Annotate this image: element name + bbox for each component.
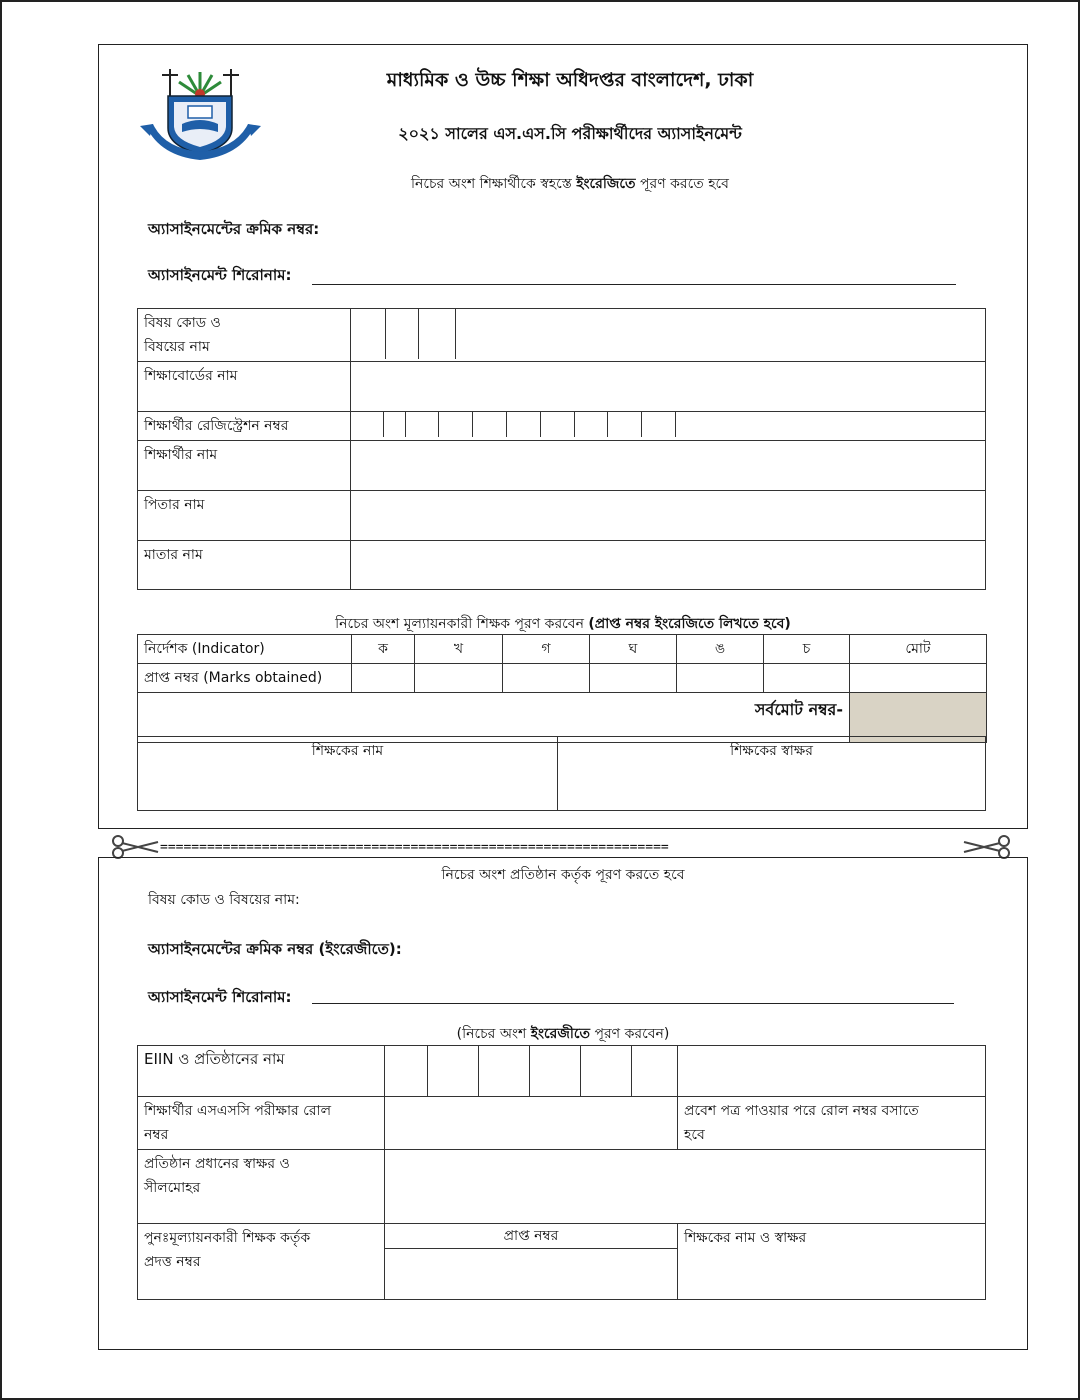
obtained-marks-label: প্রাপ্ত নম্বর bbox=[385, 1224, 677, 1249]
institution-name-input[interactable] bbox=[678, 1046, 986, 1097]
board-label: শিক্ষাবোর্ডের নাম bbox=[138, 362, 351, 412]
page-title: মাধ্যমিক ও উচ্চ শিক্ষা অধিদপ্তর বাংলাদেশ, ঢাকা bbox=[386, 69, 754, 91]
reg-box[interactable] bbox=[642, 412, 676, 437]
eiin-input[interactable] bbox=[385, 1046, 678, 1097]
eiin-box[interactable] bbox=[385, 1046, 428, 1096]
subject-code-input[interactable] bbox=[351, 309, 986, 362]
student-info-table bbox=[137, 308, 986, 590]
inst-title-label: অ্যাসাইনমেন্ট শিরোনাম: bbox=[148, 988, 292, 1006]
roll-note: প্রবেশ পত্র পাওয়ার পরে রোল নম্বর বসাতে হবে bbox=[678, 1097, 986, 1150]
marks-table bbox=[137, 634, 987, 743]
mother-name-input[interactable] bbox=[351, 541, 986, 590]
indicator-total: মোট bbox=[850, 635, 987, 664]
indicator-kha: খ bbox=[415, 635, 503, 664]
inst-serial-label: অ্যাসাইনমেন্টের ক্রমিক নম্বর (ইংরেজীতে): bbox=[148, 940, 402, 958]
page-subtitle: ২০২১ সালের এস.এস.সি পরীক্ষার্থীদের অ্যাসাইনমেন্ট bbox=[398, 124, 742, 143]
cut-dashed-line: ================================================================= bbox=[160, 840, 669, 855]
indicator-ga: গ bbox=[503, 635, 590, 664]
institution-table bbox=[137, 1045, 986, 1300]
dshe-emblem-icon bbox=[138, 66, 263, 161]
student-name-input[interactable] bbox=[351, 441, 986, 491]
assignment-title-label: অ্যাসাইনমেন্ট শিরোনাম: bbox=[148, 266, 292, 284]
reg-box[interactable] bbox=[406, 412, 439, 437]
reg-box[interactable] bbox=[351, 412, 384, 437]
marks-obtained-label: প্রাপ্ত নম্বর (Marks obtained) bbox=[138, 664, 352, 693]
reeval-marks-cell[interactable] bbox=[385, 1224, 678, 1300]
assignment-title-line[interactable] bbox=[312, 284, 956, 285]
english-instruction: (নিচের অংশ ইংরেজীতে পূরণ করবেন) bbox=[456, 1026, 670, 1042]
dshe-logo bbox=[138, 66, 263, 161]
reg-box[interactable] bbox=[608, 412, 642, 437]
head-sign-label: প্রতিষ্ঠান প্রধানের স্বাক্ষর ও সীলমোহর bbox=[138, 1150, 385, 1224]
teacher-name-label: শিক্ষকের নাম bbox=[138, 737, 558, 811]
eiin-box[interactable] bbox=[479, 1046, 530, 1096]
eiin-box[interactable] bbox=[581, 1046, 632, 1096]
reg-box[interactable] bbox=[473, 412, 507, 437]
eiin-box[interactable] bbox=[632, 1046, 677, 1096]
registration-input[interactable] bbox=[351, 412, 986, 441]
subject-name-box[interactable] bbox=[456, 309, 985, 359]
marks-cell[interactable] bbox=[850, 664, 987, 693]
father-name-label: পিতার নাম bbox=[138, 491, 351, 541]
reg-box[interactable] bbox=[384, 412, 406, 437]
reg-box[interactable] bbox=[541, 412, 575, 437]
indicator-label: নির্দেশক (Indicator) bbox=[138, 635, 352, 664]
institution-instruction: নিচের অংশ প্রতিষ্ঠান কর্তৃক পূরণ করতে হবে bbox=[441, 867, 685, 883]
eiin-label: EIIN ও প্রতিষ্ঠানের নাম bbox=[138, 1046, 385, 1097]
reg-box[interactable] bbox=[439, 412, 473, 437]
code-box[interactable] bbox=[386, 309, 419, 359]
teacher-instruction: নিচের অংশ মূল্যায়নকারী শিক্ষক পূরণ করবেন (প্রাপ্ত নম্বর ইংরেজিতে লিখতে হবে) bbox=[335, 616, 791, 632]
marks-cell[interactable] bbox=[764, 664, 850, 693]
board-input[interactable] bbox=[351, 362, 986, 412]
inst-subject-label: বিষয় কোড ও বিষয়ের নাম: bbox=[148, 892, 300, 908]
marks-cell[interactable] bbox=[415, 664, 503, 693]
reg-box[interactable] bbox=[575, 412, 608, 437]
reg-box[interactable] bbox=[507, 412, 541, 437]
student-instruction: নিচের অংশ শিক্ষার্থীকে স্বহস্তে ইংরেজিতে পূরণ করতে হবে bbox=[411, 176, 729, 192]
marks-cell[interactable] bbox=[352, 664, 415, 693]
marks-cell[interactable] bbox=[677, 664, 764, 693]
assignment-serial-label: অ্যাসাইনমেন্টের ক্রমিক নম্বর: bbox=[148, 220, 320, 238]
grand-total-label: সর্বমোট নম্বর- bbox=[138, 693, 850, 743]
registration-label: শিক্ষার্থীর রেজিস্ট্রেশন নম্বর bbox=[138, 412, 351, 441]
marks-cell[interactable] bbox=[590, 664, 677, 693]
inst-title-line[interactable] bbox=[312, 1003, 954, 1004]
indicator-ka: ক bbox=[352, 635, 415, 664]
teacher-sign-table bbox=[137, 736, 986, 811]
teacher-sign-label: শিক্ষকের স্বাক্ষর bbox=[558, 737, 986, 811]
roll-input[interactable] bbox=[385, 1097, 678, 1150]
reeval-teacher-sign: শিক্ষকের নাম ও স্বাক্ষর bbox=[678, 1224, 986, 1300]
code-box[interactable] bbox=[419, 309, 456, 359]
indicator-uma: ঙ bbox=[677, 635, 764, 664]
eiin-box[interactable] bbox=[530, 1046, 581, 1096]
eiin-box[interactable] bbox=[428, 1046, 479, 1096]
marks-cell[interactable] bbox=[503, 664, 590, 693]
head-sign-input[interactable] bbox=[385, 1150, 986, 1224]
subject-code-label: বিষয় কোড ও বিষয়ের নাম bbox=[138, 309, 351, 362]
grand-total-input[interactable] bbox=[850, 693, 987, 743]
indicator-gha: ঘ bbox=[590, 635, 677, 664]
mother-name-label: মাতার নাম bbox=[138, 541, 351, 590]
student-name-label: শিক্ষার্থীর নাম bbox=[138, 441, 351, 491]
reeval-label: পুনঃমূল্যায়নকারী শিক্ষক কর্তৃক প্রদত্ত নম্বর bbox=[138, 1224, 385, 1300]
father-name-input[interactable] bbox=[351, 491, 986, 541]
code-box[interactable] bbox=[351, 309, 386, 359]
roll-label: শিক্ষার্থীর এসএসসি পরীক্ষার রোল নম্বর bbox=[138, 1097, 385, 1150]
indicator-cha: চ bbox=[764, 635, 850, 664]
